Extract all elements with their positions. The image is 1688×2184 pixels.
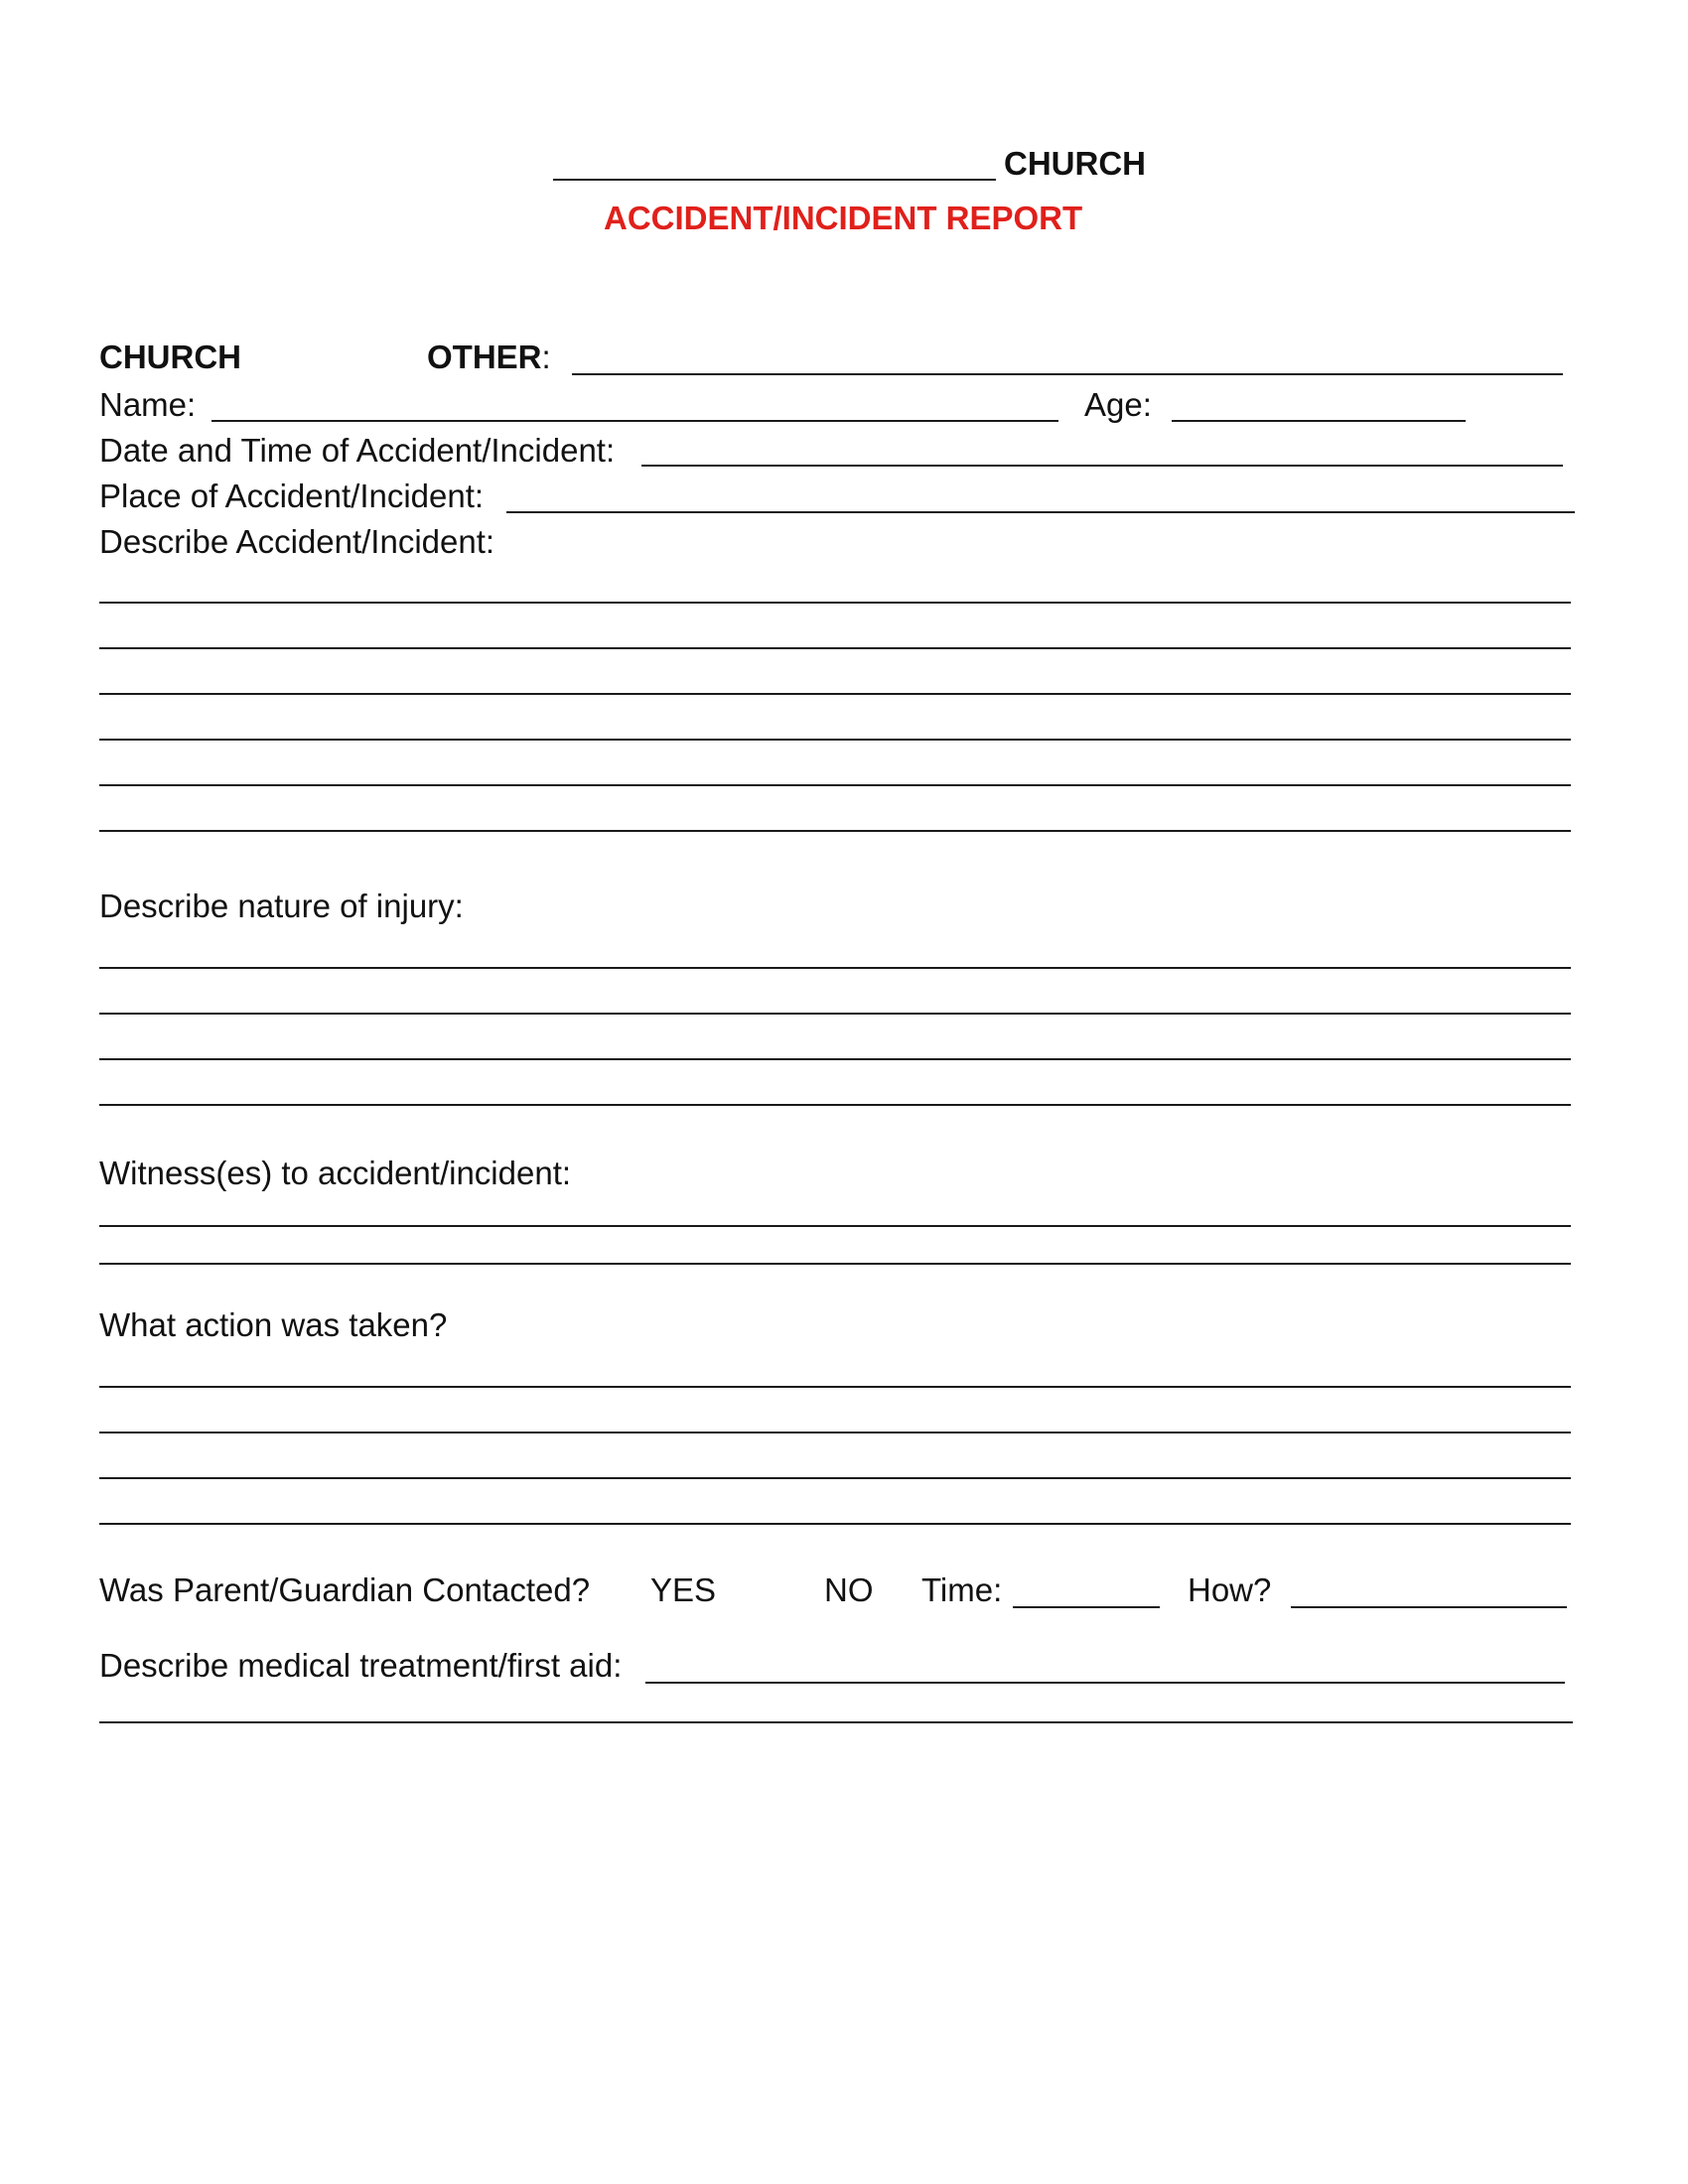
medical-line[interactable] <box>99 1721 1573 1723</box>
witness-line[interactable] <box>99 1263 1571 1265</box>
name-label: Name: <box>99 386 197 423</box>
describe-line[interactable] <box>99 830 1571 832</box>
age-field[interactable] <box>1172 420 1466 422</box>
other-option-label[interactable] <box>427 338 551 377</box>
action-line[interactable] <box>99 1432 1571 1433</box>
yes-option[interactable]: YES <box>650 1571 717 1608</box>
other-option: OTHER <box>427 339 542 375</box>
how-field[interactable] <box>1291 1606 1567 1608</box>
other-colon: : <box>541 339 551 375</box>
datetime-label: Date and Time of Accident/Incident: <box>99 432 616 469</box>
medical-label: Describe medical treatment/first aid: <box>99 1647 623 1684</box>
how-label: How? <box>1188 1571 1272 1608</box>
describe-line[interactable] <box>99 739 1571 741</box>
place-label: Place of Accident/Incident: <box>99 478 485 514</box>
action-line[interactable] <box>99 1386 1571 1388</box>
age-label: Age: <box>1084 386 1152 423</box>
describe-line[interactable] <box>99 647 1571 649</box>
place-field[interactable] <box>506 511 1575 513</box>
parent-contacted-label: Was Parent/Guardian Contacted? <box>99 1571 591 1608</box>
injury-line[interactable] <box>99 1104 1571 1106</box>
injury-label: Describe nature of injury: <box>99 887 464 924</box>
action-line[interactable] <box>99 1477 1571 1479</box>
datetime-field[interactable] <box>641 465 1563 467</box>
report-title: ACCIDENT/INCIDENT REPORT <box>604 200 1083 236</box>
describe-line[interactable] <box>99 784 1571 786</box>
action-label: What action was taken? <box>99 1306 448 1343</box>
describe-line[interactable] <box>99 693 1571 695</box>
witness-label: Witness(es) to accident/incident: <box>99 1155 572 1191</box>
church-name-blank[interactable] <box>553 179 996 181</box>
injury-line[interactable] <box>99 967 1571 969</box>
action-line[interactable] <box>99 1523 1571 1525</box>
other-field[interactable] <box>572 373 1563 375</box>
injury-line[interactable] <box>99 1013 1571 1015</box>
time-field[interactable] <box>1013 1606 1160 1608</box>
witness-line[interactable] <box>99 1225 1571 1227</box>
no-option[interactable]: NO <box>824 1571 874 1608</box>
injury-line[interactable] <box>99 1058 1571 1060</box>
describe-label: Describe Accident/Incident: <box>99 523 495 560</box>
church-option[interactable]: CHURCH <box>99 339 241 375</box>
medical-field[interactable] <box>645 1682 1565 1684</box>
church-header-label: CHURCH <box>1004 145 1146 182</box>
time-label: Time: <box>921 1571 1003 1608</box>
name-field[interactable] <box>211 420 1058 422</box>
describe-line[interactable] <box>99 602 1571 604</box>
